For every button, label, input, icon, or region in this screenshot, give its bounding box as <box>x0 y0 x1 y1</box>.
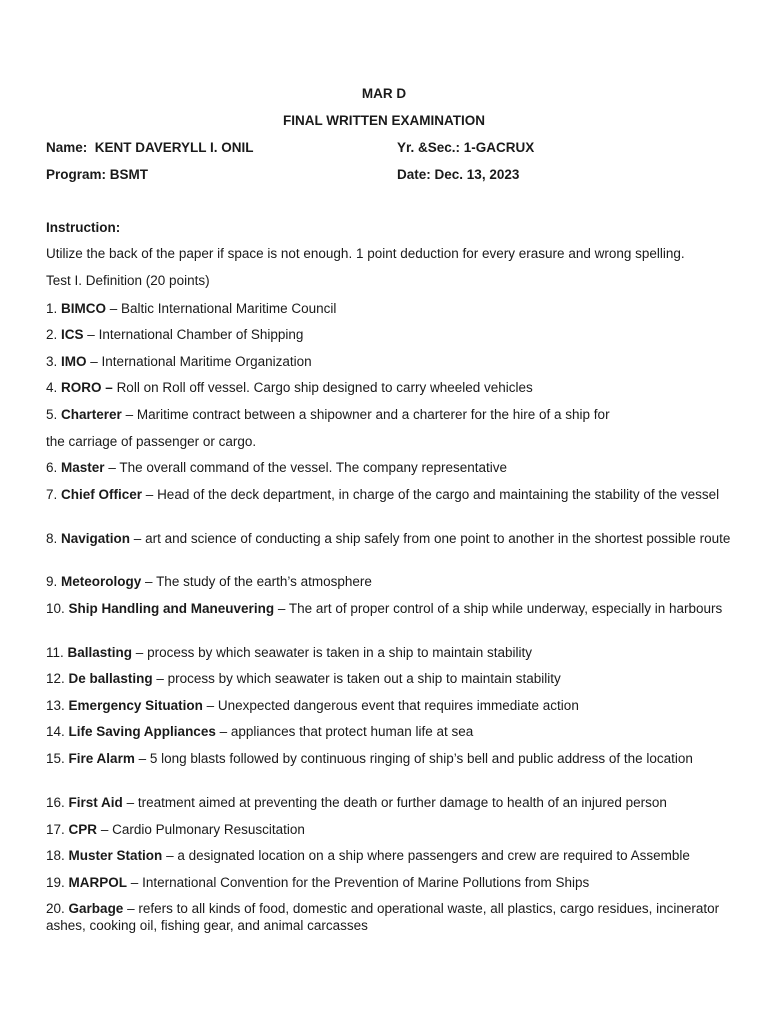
item-number: 13. <box>46 698 65 713</box>
item-separator: – <box>142 487 158 502</box>
list-item <box>46 600 736 617</box>
instruction-text: Utilize the back of the paper if space is not enough. 1 point deduction for every erasure and wrong spelling. <box>46 246 685 261</box>
item-definition: a designated location on a ship where passengers and crew are required to Assemble <box>177 848 690 863</box>
item-definition: art and science of conducting a ship safely from one point to another in the shortest possible route <box>145 531 731 546</box>
list-item <box>46 459 736 476</box>
item-term: Navigation <box>61 531 131 546</box>
item-term: Emergency Situation <box>68 698 203 713</box>
item-separator: – <box>123 901 139 916</box>
list-item <box>46 847 736 864</box>
yr-sec-value: 1-GACRUX <box>463 140 535 155</box>
test-title: Test I. Definition (20 points) <box>46 273 210 288</box>
item-separator: – <box>127 875 143 890</box>
list-item <box>46 644 736 661</box>
item-number: 10. <box>46 601 65 616</box>
list-item <box>46 900 736 934</box>
item-term: Ballasting <box>67 645 133 660</box>
item-definition: treatment aimed at preventing the death or further damage to health of an injured person <box>137 795 667 810</box>
list-item <box>46 530 736 547</box>
item-definition: 5 long blasts followed by continuous ringing of ship’s bell and public address of the location <box>149 751 693 766</box>
program-value: BSMT <box>109 167 149 182</box>
item-number: 7. <box>46 487 58 502</box>
item-number: 3. <box>46 354 58 369</box>
item-definition: Roll on Roll off vessel. Cargo ship designed to carry wheeled vehicles <box>116 380 533 395</box>
instruction-heading: Instruction: <box>46 220 121 235</box>
item-separator: – <box>152 671 168 686</box>
list-item-continuation <box>46 433 736 450</box>
item-term: CPR <box>68 822 98 837</box>
item-definition: process by which seawater is taken out a ship to maintain stability <box>167 671 561 686</box>
item-separator: – <box>121 407 137 422</box>
item-number: 5. <box>46 407 58 422</box>
item-definition: The study of the earth’s atmosphere <box>156 574 372 589</box>
item-definition: Unexpected dangerous event that requires immediate action <box>217 698 579 713</box>
item-definition: appliances that protect human life at sea <box>230 724 474 739</box>
course-title: MAR D <box>361 86 407 101</box>
item-definition: refers to all kinds of food, domestic and operational waste, all plastics, cargo residues, incinerator ashes, cooking oil, fishing gear, and animal carcasses <box>46 901 720 933</box>
program-row <box>46 167 148 182</box>
list-item <box>46 379 736 396</box>
item-term: Life Saving Appliances <box>68 724 216 739</box>
list-item <box>46 723 736 740</box>
item-number: 16. <box>46 795 65 810</box>
exam-title: FINAL WRITTEN EXAMINATION <box>283 113 485 128</box>
date-row <box>397 167 519 182</box>
list-item <box>46 326 736 343</box>
name-row <box>46 140 254 155</box>
item-definition: Cardio Pulmonary Resuscitation <box>112 822 305 837</box>
item-separator: – <box>202 698 218 713</box>
item-definition: the carriage of passenger or cargo. <box>46 434 257 449</box>
list-item <box>46 406 736 423</box>
item-term: Meteorology <box>61 574 142 589</box>
yr-sec-label: Yr. &Sec.: <box>397 140 461 155</box>
item-term: Master <box>61 460 105 475</box>
yr-sec-row <box>397 140 534 155</box>
item-number: 12. <box>46 671 65 686</box>
item-separator: – <box>104 460 120 475</box>
list-item <box>46 670 736 687</box>
item-number: 19. <box>46 875 65 890</box>
item-term: IMO <box>61 354 87 369</box>
item-separator: – <box>106 301 122 316</box>
list-item <box>46 821 736 838</box>
item-number: 20. <box>46 901 65 916</box>
item-number: 1. <box>46 301 58 316</box>
item-separator: – <box>274 601 289 616</box>
item-term: Muster Station <box>68 848 163 863</box>
item-separator: – <box>86 354 102 369</box>
item-number: 14. <box>46 724 65 739</box>
item-number: 15. <box>46 751 65 766</box>
item-definition: International Chamber of Shipping <box>98 327 304 342</box>
item-number: 8. <box>46 531 58 546</box>
list-item <box>46 573 736 590</box>
item-term: BIMCO <box>61 301 107 316</box>
item-separator: – <box>132 645 148 660</box>
item-number: 18. <box>46 848 65 863</box>
item-definition: Maritime contract between a shipowner and a charterer for the hire of a ship for <box>136 407 610 422</box>
list-item <box>46 750 736 767</box>
item-separator: – <box>122 795 138 810</box>
item-term: Charterer <box>61 407 122 422</box>
item-term: First Aid <box>68 795 123 810</box>
item-term: Chief Officer <box>61 487 143 502</box>
item-term: RORO – <box>61 380 113 395</box>
item-number: 9. <box>46 574 58 589</box>
item-definition: process by which seawater is taken in a ship to maintain stability <box>147 645 532 660</box>
item-definition: The art of proper control of a ship while underway, especially in harbours <box>288 601 723 616</box>
item-definition: International Maritime Organization <box>101 354 312 369</box>
item-number: 11. <box>46 645 64 660</box>
name-label: Name: <box>46 140 88 155</box>
date-label: Date: <box>397 167 431 182</box>
item-term: Fire Alarm <box>68 751 135 766</box>
item-number: 2. <box>46 327 58 342</box>
list-item <box>46 697 736 714</box>
date-value: Dec. 13, 2023 <box>434 167 520 182</box>
name-value: KENT DAVERYLL I. ONIL <box>94 140 254 155</box>
item-separator: – <box>141 574 157 589</box>
item-term: Ship Handling and Maneuvering <box>68 601 275 616</box>
item-separator: – <box>97 822 113 837</box>
item-separator: – <box>215 724 231 739</box>
item-term: Garbage <box>68 901 124 916</box>
list-item <box>46 486 736 503</box>
item-separator: – <box>162 848 178 863</box>
item-definition: Baltic International Maritime Council <box>121 301 337 316</box>
list-item <box>46 353 736 370</box>
program-label: Program: <box>46 167 107 182</box>
list-item <box>46 794 736 811</box>
item-separator: – <box>130 531 146 546</box>
item-term: MARPOL <box>68 875 128 890</box>
item-definition: The overall command of the vessel. The company representative <box>119 460 508 475</box>
item-number: 4. <box>46 380 58 395</box>
list-item <box>46 874 736 891</box>
item-separator: – <box>134 751 150 766</box>
item-number: 17. <box>46 822 65 837</box>
item-term: ICS <box>61 327 84 342</box>
item-number: 6. <box>46 460 58 475</box>
item-definition: Head of the deck department, in charge of the cargo and maintaining the stability of the vessel <box>157 487 720 502</box>
item-separator: – <box>83 327 99 342</box>
item-term: De ballasting <box>68 671 153 686</box>
list-item <box>46 300 736 317</box>
item-definition: International Convention for the Prevention of Marine Pollutions from Ships <box>142 875 590 890</box>
